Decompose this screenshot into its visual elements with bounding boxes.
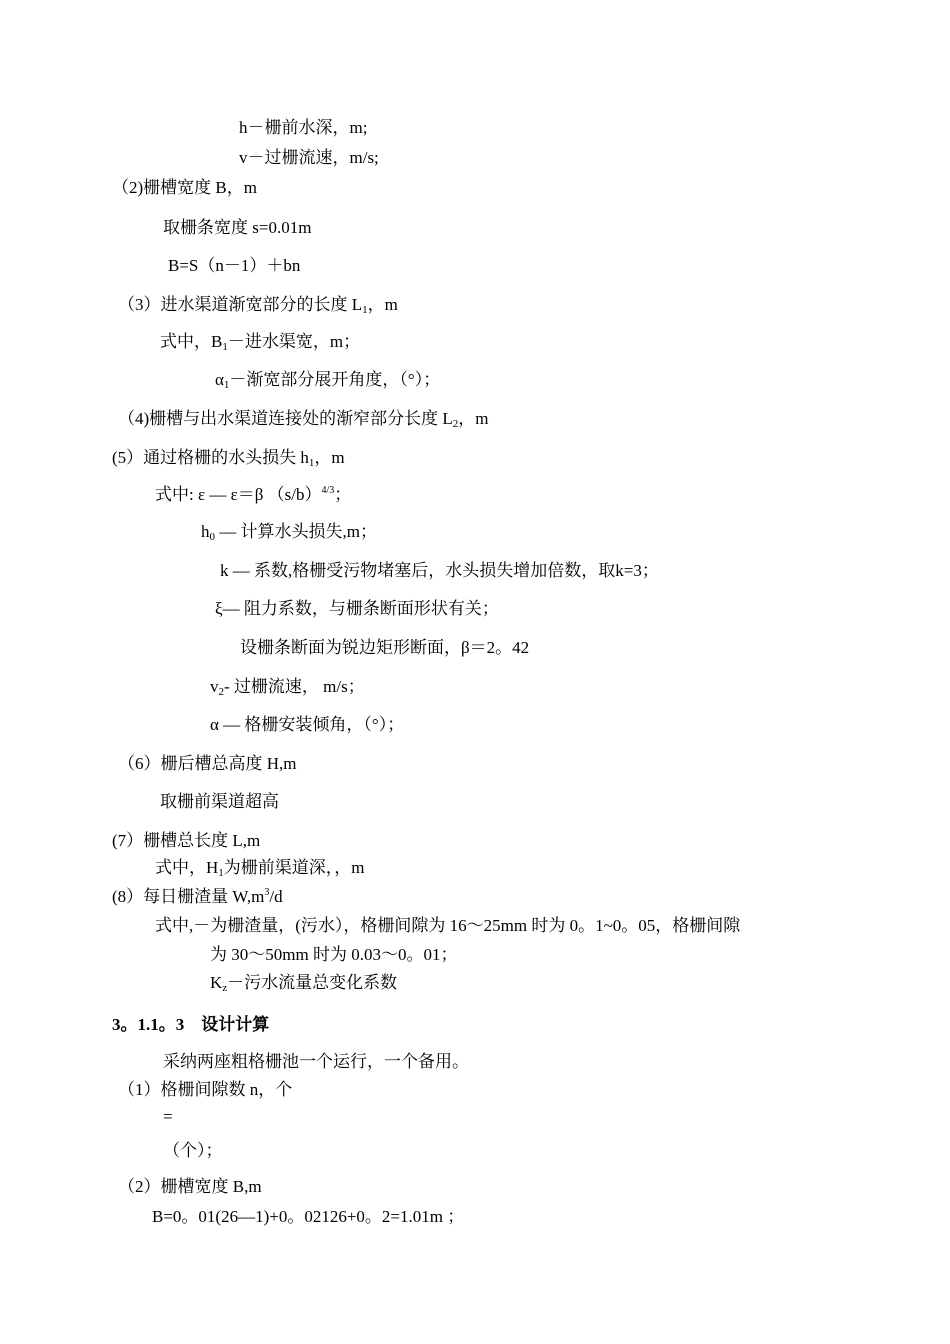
text-run: /d (269, 887, 283, 906)
text-line: ξ— 阻力系数，与栅条断面形状有关； (215, 599, 499, 618)
subscript: 1 (308, 457, 315, 469)
text-run: ，m (314, 448, 345, 467)
text-run: K (210, 973, 223, 992)
superscript: 3 (264, 887, 270, 898)
text-run: 式中，B (160, 332, 223, 351)
subscript: 1 (362, 304, 368, 316)
text-line: （个）； (163, 1141, 223, 1160)
text-line: 设栅条断面为锐边矩形断面，β＝2。42 (240, 638, 530, 657)
text-run: α (215, 370, 224, 389)
text-run: (5）通过格栅的水头损失 h (112, 448, 309, 467)
text-line: （2)栅槽宽度 B，m (112, 178, 257, 197)
text-run: 式中，H (155, 858, 219, 877)
text-line: = (163, 1107, 173, 1126)
text-line: 取栅条宽度 s=0.01m (163, 218, 312, 237)
text-line: 取栅前渠道超高 (160, 792, 279, 811)
subscript: z (222, 982, 228, 994)
text-run: — 计算水头损失,m； (215, 522, 377, 541)
text-line (210, 677, 365, 697)
text-line: v－过栅流速，m/s; (239, 148, 379, 167)
text-line (215, 370, 440, 390)
text-run: ，m (367, 295, 398, 314)
text-run: 为栅前渠道深，，m (223, 858, 365, 877)
text-line (112, 448, 345, 468)
subscript: 2 (218, 686, 224, 698)
text-run: ，m (458, 409, 489, 428)
text-line: h－栅前水深，m; (239, 118, 368, 137)
text-line (155, 858, 365, 878)
text-run: h (201, 522, 210, 541)
text-line: α — 格栅安装倾角，（°）； (210, 715, 405, 734)
text-run: 式中: ε — ε＝β （s/b） (155, 485, 322, 504)
superscript: 4/3 (321, 485, 335, 496)
text-line: k — 系数,格栅受污物堵塞后，水头损失增加倍数，取k=3； (220, 561, 659, 580)
subscript: 2 (452, 418, 459, 430)
section-heading: 3。1.1。3 设计计算 (112, 1015, 270, 1034)
text-line: 采纳两座粗格栅池一个运行，一个备用。 (163, 1052, 469, 1071)
text-line (160, 332, 360, 352)
text-line: 式中,－为栅渣量，(污水），格栅间隙为 16～25mm 时为 0。1~0。05，格栅间隙 (155, 916, 741, 935)
text-line: （2）栅槽宽度 B,m (118, 1177, 262, 1196)
text-run: －进水渠宽，m； (227, 332, 361, 351)
text-line: （1）格栅间隙数 n，个 (118, 1080, 293, 1099)
text-line (155, 485, 351, 505)
text-line: 为 30～50mm 时为 0.03～0。01； (210, 945, 458, 964)
text-run: v (210, 677, 219, 696)
text-run: －污水流量总变化系数 (227, 973, 398, 992)
text-line: B=0。01(26—1)+0。02126+0。2=1.01m ； (152, 1207, 465, 1226)
text-line (118, 295, 398, 315)
text-line (112, 887, 283, 907)
text-line: （6）栅后槽总高度 H,m (118, 754, 297, 773)
text-line (210, 973, 397, 993)
text-run: （3）进水渠道渐宽部分的长度 L (118, 295, 363, 314)
subscript: 1 (223, 379, 230, 391)
subscript: 1 (218, 867, 224, 879)
subscript: 1 (222, 341, 228, 353)
text-run: ； (334, 485, 352, 504)
text-line (118, 409, 489, 429)
text-line (201, 522, 377, 542)
text-line: (7）栅槽总长度 L,m (112, 831, 261, 850)
text-line: B=S（n－1）＋bn (168, 256, 301, 275)
text-run: - 过栅流速， m/s； (224, 677, 365, 696)
text-run: －渐宽部分展开角度，（°）； (229, 370, 441, 389)
subscript: 0 (209, 531, 215, 543)
text-run: (8）每日栅渣量 W,m (112, 887, 265, 906)
text-run: （4)栅槽与出水渠道连接处的渐窄部分长度 L (118, 409, 453, 428)
